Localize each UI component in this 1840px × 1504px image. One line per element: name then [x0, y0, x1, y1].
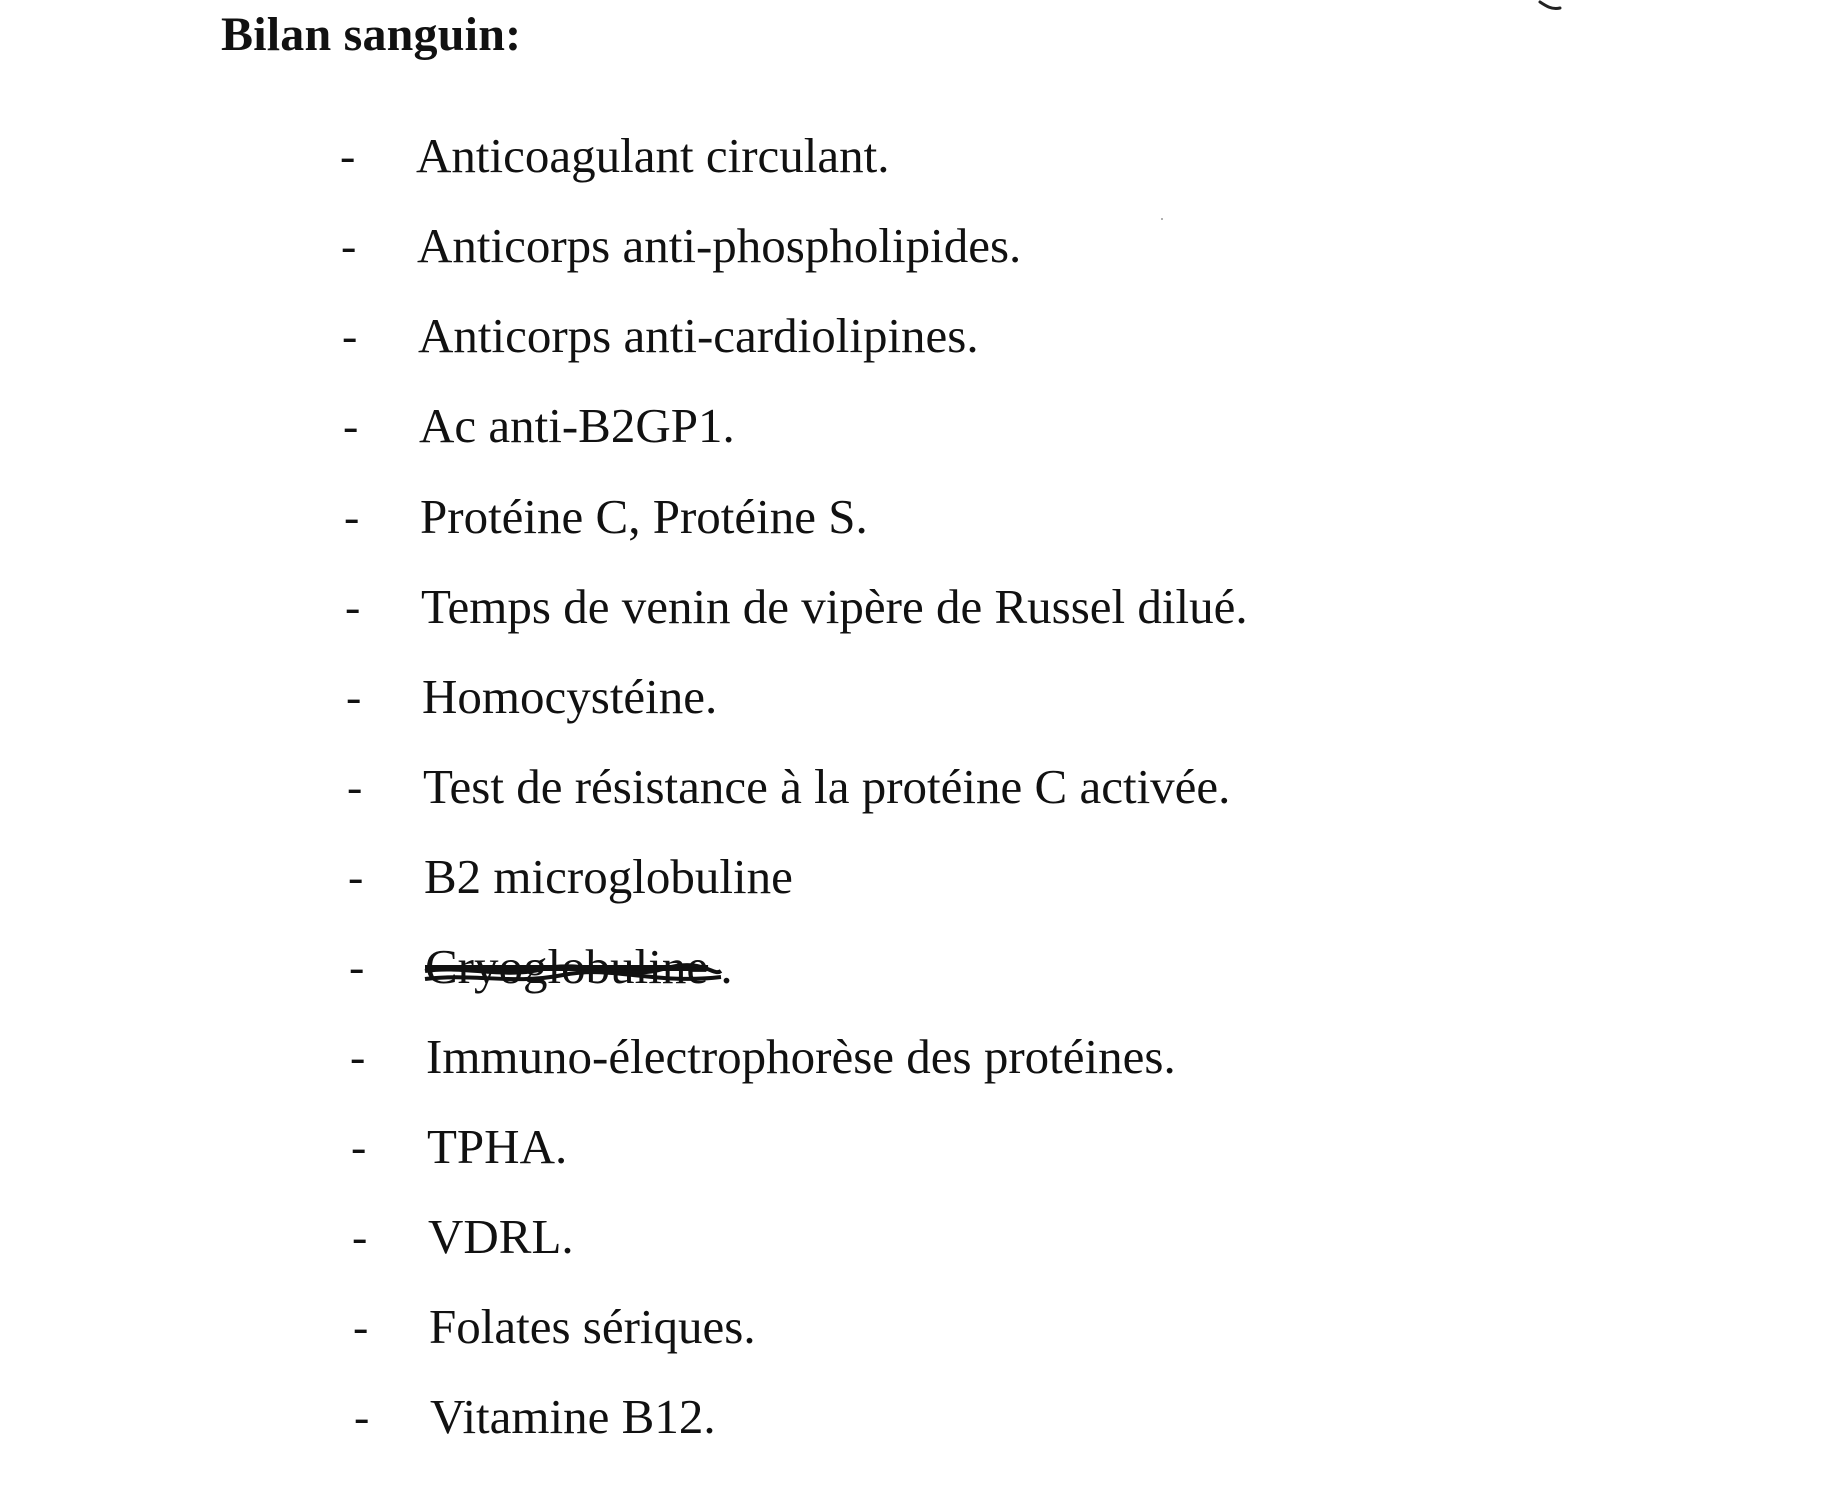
list-bullet: -: [345, 581, 361, 632]
stray-ink-dot: [1161, 218, 1163, 220]
list-item-text: Temps de venin de vipère de Russel dilué.: [421, 579, 1248, 634]
list-bullet: -: [340, 130, 356, 181]
list-item-text: Test de résistance à la protéine C activée.: [423, 759, 1231, 814]
corner-ink-mark: [1536, 0, 1564, 12]
list-bullet: -: [351, 1121, 367, 1172]
struck-item-period: .: [720, 939, 733, 994]
list-item-text: Folates sériques.: [429, 1299, 756, 1354]
list-bullet: -: [353, 1301, 369, 1352]
list-bullet: -: [350, 1031, 366, 1082]
list-item-text: Immuno-électrophorèse des protéines.: [426, 1029, 1176, 1084]
list-bullet: -: [352, 1211, 368, 1262]
list-bullet: -: [346, 671, 362, 722]
list-item-text: VDRL.: [428, 1209, 574, 1264]
list-item-text: B2 microglobuline: [424, 849, 793, 904]
list-item-text: Homocystéine.: [422, 669, 718, 724]
list-item-text: [425, 935, 733, 999]
list-item-text: Anticorps anti-phospholipides.: [417, 218, 1022, 273]
list-bullet: -: [354, 1391, 370, 1442]
list-bullet: -: [341, 220, 357, 271]
list-item-text: Vitamine B12.: [430, 1389, 716, 1444]
crossed-out-text: [425, 939, 720, 994]
list-item-text: Anticorps anti-cardiolipines.: [418, 308, 979, 363]
section-heading: Bilan sanguin:: [221, 8, 522, 61]
list-item-text: TPHA.: [427, 1119, 568, 1174]
struck-word: Cryoglobuline: [425, 939, 709, 994]
list-bullet: -: [342, 310, 358, 361]
list-bullet: -: [343, 400, 359, 451]
list-bullet: -: [349, 941, 365, 992]
list-bullet: -: [344, 491, 360, 542]
list-item-text: Ac anti-B2GP1.: [419, 398, 735, 453]
list-item-text: Protéine C, Protéine S.: [420, 489, 868, 544]
list-bullet: -: [348, 851, 364, 902]
list-bullet: -: [347, 761, 363, 812]
list-item-text: Anticoagulant circulant.: [416, 128, 890, 183]
